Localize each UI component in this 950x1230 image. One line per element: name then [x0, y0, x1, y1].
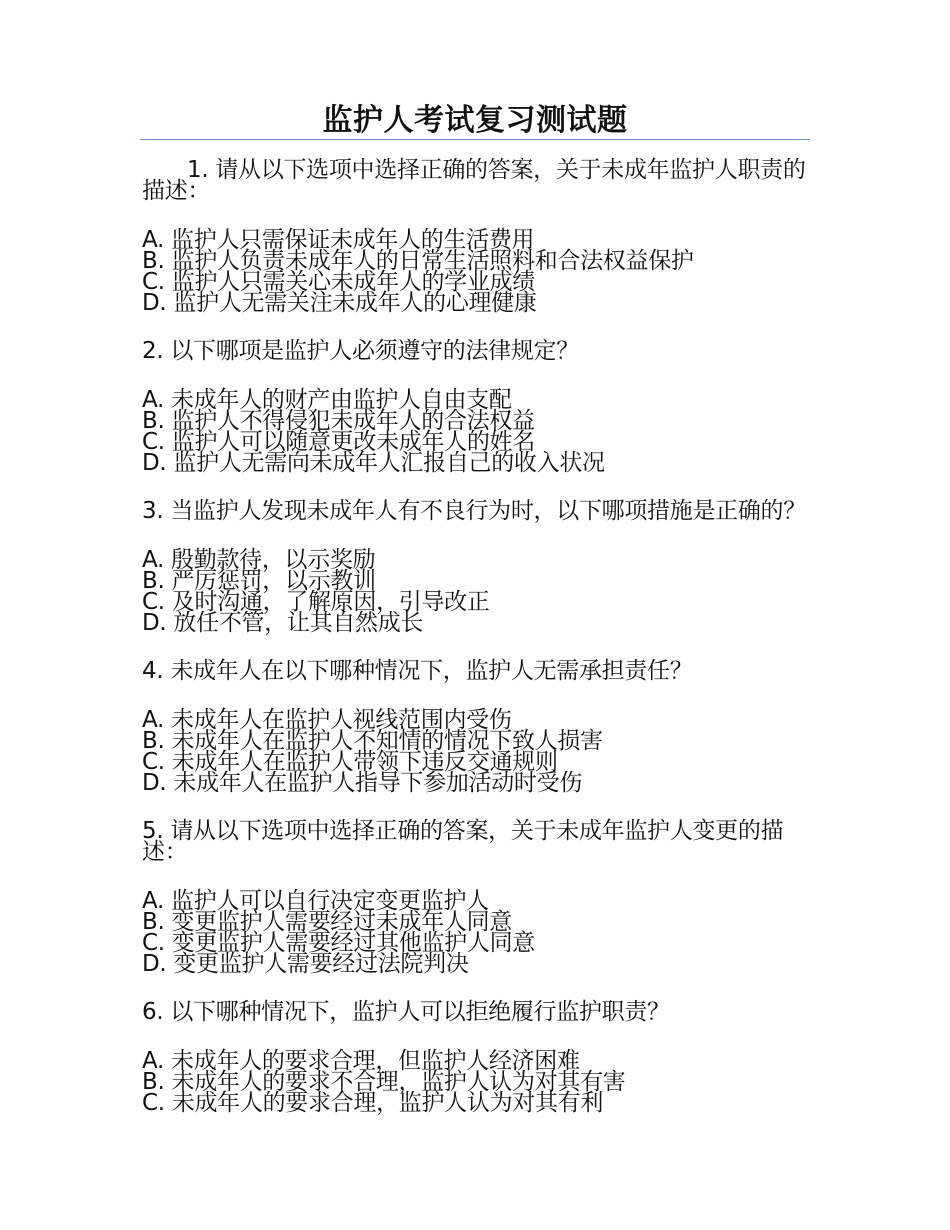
question-text: 3. 当监护人发现未成年人有不良行为时，以下哪项措施是正确的？: [142, 498, 806, 524]
question-text: 5. 请从以下选项中选择正确的答案，关于未成年监护人变更的描述：: [142, 818, 784, 865]
question-4: [142, 658, 810, 796]
page-title: 监护人考试复习测试题: [322, 103, 628, 138]
option-a: A. 未成年人的财产由监护人自由支配: [142, 387, 512, 413]
option-d: D. 放任不管，让其自然成长: [142, 610, 424, 636]
question-3: [142, 498, 810, 636]
question-2: [142, 338, 810, 476]
option-b: B. 监护人负责未成年人的日常生活照料和合法权益保护: [142, 248, 694, 274]
option-d: D. 监护人无需向未成年人汇报自己的收入状况: [142, 450, 605, 476]
option-c: C. 未成年人的要求合理，监护人认为对其有利: [142, 1090, 604, 1116]
question-5: [142, 818, 810, 977]
option-a: A. 监护人只需保证未成年人的生活费用: [142, 227, 535, 253]
option-b: B. 变更监护人需要经过未成年人同意: [142, 909, 513, 935]
option-a: A. 未成年人的要求合理，但监护人经济困难: [142, 1048, 580, 1074]
title-underline: [140, 139, 810, 140]
option-b: B. 监护人不得侵犯未成年人的合法权益: [142, 408, 535, 434]
option-c: C. 变更监护人需要经过其他监护人同意: [142, 930, 535, 956]
option-b: B. 严厉惩罚，以示教训: [142, 568, 376, 594]
option-list: [142, 547, 810, 636]
option-c: C. 未成年人在监护人带领下违反交通规则: [142, 749, 558, 775]
question-text: 2. 以下哪项是监护人必须遵守的法律规定？: [142, 338, 579, 364]
option-d: D. 变更监护人需要经过法院判决: [142, 951, 469, 977]
option-d: D. 未成年人在监护人指导下参加活动时受伤: [142, 770, 583, 796]
option-a: A. 未成年人在监护人视线范围内受伤: [142, 707, 512, 733]
option-list: [142, 387, 810, 476]
option-c: C. 监护人可以随意更改未成年人的姓名: [142, 429, 535, 455]
option-c: C. 及时沟通，了解原因，引导改正: [142, 589, 490, 615]
option-a: A. 殷勤款待，以示奖励: [142, 547, 376, 573]
option-list: [142, 1048, 810, 1116]
option-list: [142, 707, 810, 796]
option-list: [142, 888, 810, 977]
question-list: [142, 157, 810, 1116]
option-list: [142, 227, 810, 316]
option-c: C. 监护人只需关心未成年人的学业成绩: [142, 269, 535, 295]
option-b: B. 未成年人在监护人不知情的情况下致人损害: [142, 728, 603, 754]
question-text: 1. 请从以下选项中选择正确的答案，关于未成年监护人职责的描述：: [142, 157, 806, 204]
question-6: [142, 999, 810, 1116]
question-1: [142, 157, 810, 316]
option-b: B. 未成年人的要求不合理，监护人认为对其有害: [142, 1069, 626, 1095]
option-a: A. 监护人可以自行决定变更监护人: [142, 888, 489, 914]
question-text: 4. 未成年人在以下哪种情况下，监护人无需承担责任？: [142, 658, 693, 684]
option-d: D. 监护人无需关注未成年人的心理健康: [142, 290, 537, 316]
question-text: 6. 以下哪种情况下，监护人可以拒绝履行监护职责？: [142, 999, 670, 1025]
